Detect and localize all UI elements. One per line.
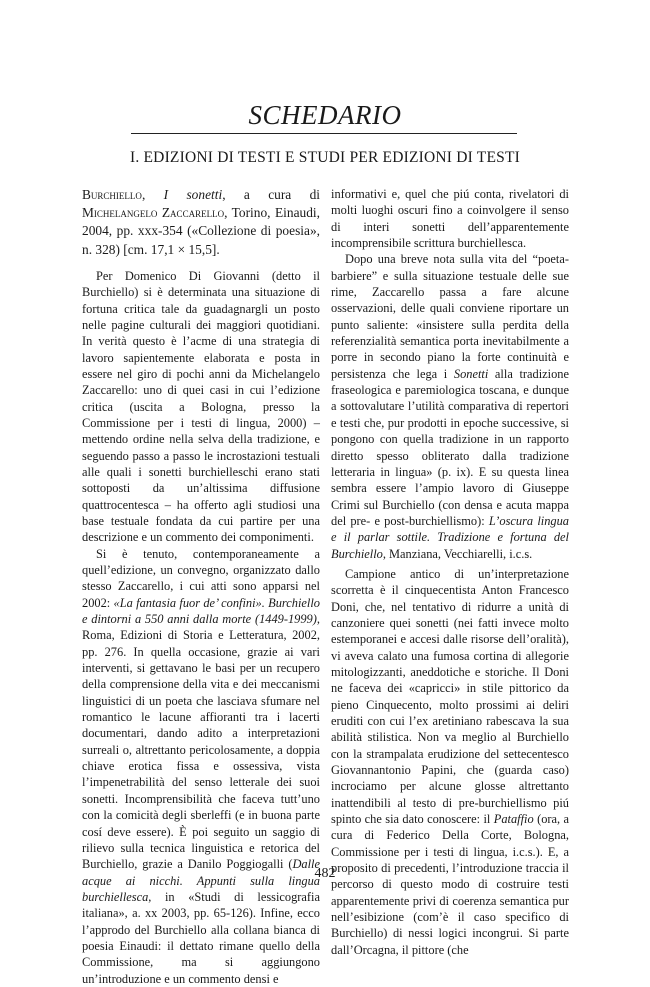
page-number: 482 — [314, 866, 336, 881]
title-rule — [131, 133, 517, 134]
subsection-title: I. EDIZIONI DI TESTI E STUDI PER EDIZIONI DI TESTI — [130, 149, 520, 166]
text-run: Si è tenuto, contemporaneamente a quell’edizione, un convegno, organizzato dallo stesso Zaccarello, i cui atti sono apparsi nel 2002: — [82, 546, 320, 610]
paragraph — [331, 251, 569, 562]
cited-title: Dalle acque ai nicchi. Appunti sulla lingua burchiellesca — [82, 857, 320, 904]
right-column — [331, 186, 569, 958]
paragraph — [82, 546, 320, 987]
cited-title: L’oscura lingua e il parlar sottile. Tradizione e fortuna del Burchiello — [331, 513, 569, 561]
text-run: Campione antico di un’interpretazione scorretta è il cinquecentista Anton Francesco Doni, che, nel tentativo di ridurre a unità di canzoniere quei sonetti (nei fatti invece molto estemporanei e accesi dalle risorse dell’oralità), vi aveva calato una fumosa cortina di allegorie mitologizzanti, aneddotiche e storiche. Il Doni ne faceva dei «capricci» in stile pittorico da pieno Cinquecento, molto prossimi ai deliri eruditi con cui l’ex aretiniano rabescava la sua abilità stilistica. Non va meglio al Burchiello con la strampalata erudizione del settecentesco Giovannantonio Papini, che (guarda caso) incrociamo per alcune glosse altrettanto inattendibili al testo di pre-burchiellismo piú spinto che sia dato conoscere: il — [331, 566, 569, 827]
text-run: , in «Studi di lessicografia italiana», a. xx 2003, pp. 65-126). Infine, ecco l’approdo del Burchiello alla collana bianca di poesia Einaudi: il dettato rimane quello della Commissione, ma si aggiungono un’introduzione e un commento densi e — [82, 889, 320, 986]
paragraph: informativi e, quel che piú conta, rivelatori di molti luoghi oscuri fino a coinvolgere il senso di interi sonetti dell’apparentemente incomprensibile scrittura burchiellesca. — [331, 187, 569, 251]
bib-details: , Torino, Einaudi, 2004, pp. xxx-354 («Collezione di poesia», n. 328) [cm. 17,1 × 15,5]. — [82, 205, 320, 257]
text-run: , Manziana, Vecchiarelli, i.c.s. — [382, 546, 533, 561]
bib-title: I sonetti — [163, 187, 223, 202]
cited-title: Pataffio — [493, 812, 534, 827]
text-run: , Roma, Edizioni di Storia e Letteratura, 2002, pp. 276. In quella occasione, grazie ai vari interventi, si gettavano le basi per un recupero della comprensione della vita e dei meccanismi linguistici di un poeta che lasciava sfumare nel romantico le lacune affioranti tra i lacerti documentari, dando adito a interpretazioni surreali o, altrettanto pericolosamente, a doppia chiave erotica fissa e ossessiva, vista l’impenetrabilità del senso letterale dei suoi sonetti. Incomprensibilità che faceva tutt’uno con la comicità degli sberleffi (e in buona parte cosí deve essere). È poi seguito un saggio di rilievo sulla tecnica linguistica e retorica del Burchiello, grazie a Danilo Poggiogalli ( — [82, 612, 320, 872]
bib-author: Burchiello — [82, 187, 142, 202]
cited-title: Sonetti — [453, 366, 489, 381]
paragraph — [331, 566, 569, 958]
text-run: (ora, a cura di Federico Della Corte, Bologna, Commissione per i testi di lingua, i.c.s.). E, a proposito di precedenti, l’introduzione traccia il percorso di questo modo di costruire testi apparentemente privi di coerenza semantica pur nell’esibizione (com’è il caso specifico di Burchiello) di nessi logici incongrui. Si parte dall’Orcagna, il pittore (che — [331, 812, 569, 957]
text-run: alla tradizione fraseologica e paremiologica toscana, e dunque a sottovalutare l’utilità comparativa di repertori e testi che, pur prodotti in epoche successive, si pongono con quella tradizione in un rapporto diretto spesso obliterato dalla tradizione letteraria in lingua» (p. ix). E su questa linea sembra essere l’ampio lavoro di Giuseppe Crimi sul Burchiello (con densa e acuta mappa del pre- e post-burchiellismo): — [331, 366, 569, 528]
paragraph: Per Domenico Di Giovanni (detto il Burchiello) si è determinata una situazione di fortuna critica tale da guadagnargli un posto nelle pagine culturali dei maggiori quotidiani. In verità questo è l’acme di una strategia di lavoro sapientemente elaborata e posta in essere nel giro di pochi anni da Michelangelo Zaccarello: uno di quei casi in cui l’edizione critica (uscita a Bologna, presso la Commissione per i testi di lingua, 2000) – mettendo ordine nella selva della tradizione, e seguendo passo a passo le incrostazioni testuali alle quali i sonetti burchielleschi erano stati sottoposti da un’altissima diffusione quattrocentesca – ha offerto agli studiosi una base testuale fondata da cui partire per una descrizione e un commento dei componimenti. — [82, 268, 320, 545]
bib-curator: Michelangelo Zaccarello — [82, 205, 225, 221]
text-run: Dopo una breve nota sulla vita del “poeta-barbiere” e sulla situazione testuale delle sue rime, Zaccarello passa a fare alcune osservazioni, delle quali conviene riportare un punto saliente: «insistere sulla perdita della referenzialità semantica porta inevitabilmente a porre in secondo piano la forte continuità e persistenza che lega i — [331, 252, 569, 381]
section-title: SCHEDARIO — [248, 100, 402, 130]
cited-title: «La fantasia fuor de’ confini». Burchiello e dintorni a 550 anni dalla morte (1449-1999) — [82, 595, 320, 627]
bib-curator-prefix: , a cura di — [222, 187, 321, 202]
bibliographic-entry — [82, 186, 320, 259]
bib-separator: , — [141, 187, 164, 202]
